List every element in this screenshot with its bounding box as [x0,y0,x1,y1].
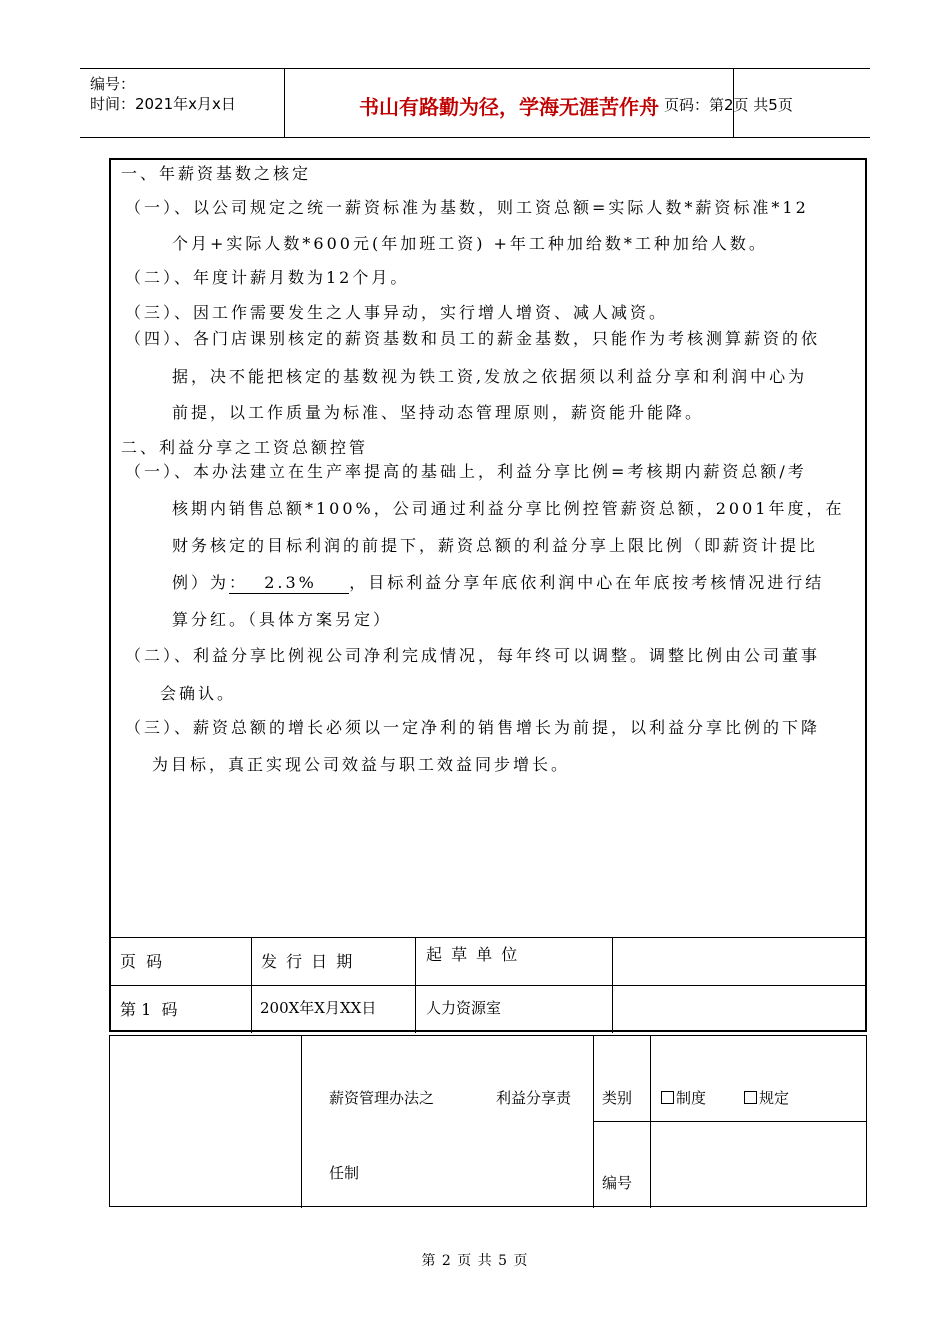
motto: 书山有路勤为径，学海无涯苦作舟 [359,95,659,119]
s1-p2: （二）、年度计薪月数为12个月。 [125,268,410,287]
checkbox-system[interactable] [661,1091,674,1104]
s2-p2-line1: （二）、利益分享比例视公司净利完成情况，每年终可以调整。调整比例由公司董事 [125,646,821,665]
doc-title-c: 任制 [329,1164,360,1182]
low-vline-3 [650,1036,651,1208]
header-page-label: 页码：第2页 共5页 [664,96,793,114]
page-footer: 第 2 页 共 5 页 [421,1253,529,1269]
number-label: 编号： [90,75,136,93]
low-vline-2 [593,1036,594,1208]
grid-vline-2 [415,937,416,1033]
option-system[interactable] [661,1087,706,1108]
s2-p1-line3: 财务核定的目标利润的前提下，薪资总额的利益分享上限比例（即薪资计提比 [172,536,819,555]
s2-p1-line4 [172,573,824,594]
s1-p1-line2: 个月+实际人数*600元(年加班工资) +年工种加给数*工种加给人数。 [172,234,768,253]
s2-p2-line2: 会确认。 [160,684,237,703]
option-rule-label: 规定 [759,1089,790,1107]
grid-line-top [109,937,867,938]
grid-header-dept: 起 草 单 位 [426,945,520,964]
s1-p4-line3: 前提，以工作质量为标准、坚持动态管理原则，薪资能升能降。 [172,403,705,422]
low-hline [593,1121,867,1122]
content-frame [109,158,867,1032]
s2-p3-line1: （三）、薪资总额的增长必须以一定净利的销售增长为前提，以利益分享比例的下降 [125,718,821,737]
option-system-label: 制度 [676,1089,707,1107]
s1-p3: （三）、因工作需要发生之人事异动，实行增人增资、减人减资。 [125,303,669,322]
grid-value-page: 第 1 码 [120,1000,178,1019]
grid-value-dept: 人力资源室 [426,999,502,1017]
grid-vline-1 [251,937,252,1033]
info-grid [109,937,867,1033]
s2-p3-line2: 为目标，真正实现公司效益与职工效益同步增长。 [152,755,571,774]
grid-header-page: 页 码 [120,952,163,971]
header-meta [80,69,284,137]
category-label: 类别 [602,1089,633,1107]
number-label-cell: 编号 [602,1174,633,1192]
section-1-title: 一、年薪资基数之核定 [121,164,312,183]
ratio-value: ： 2.3% [229,573,350,592]
checkbox-rule[interactable] [744,1091,757,1104]
s2-p1-line4-b: ，目标利益分享年底依利润中心在年底按考核情况进行结 [349,573,825,592]
s2-p1-line1: （一）、本办法建立在生产率提高的基础上，利益分享比例=考核期内薪资总额/考 [125,462,807,481]
s1-p4-line1: （四）、各门店课别核定的薪资基数和员工的薪金基数，只能作为考核测算薪资的依 [125,329,821,348]
grid-header-date: 发 行 日 期 [261,952,355,971]
doc-title-a: 薪资管理办法之 [329,1089,435,1107]
s1-p1-line1: （一）、以公司规定之统一薪资标准为基数，则工资总额=实际人数*薪资标准*12 [125,198,809,217]
grid-line-mid [109,985,867,986]
low-vline-1 [301,1036,302,1208]
grid-vline-3 [612,937,613,1033]
s2-p1-line5: 算分红。（具体方案另定） [172,610,393,629]
s2-p1-line4-a: 例）为 [172,573,230,592]
doc-title-b: 利益分享责 [496,1089,572,1107]
option-rule[interactable] [744,1087,789,1108]
s2-p1-line2: 核期内销售总额*100%，公司通过利益分享比例控管薪资总额，2001年度，在 [172,499,845,518]
grid-value-date: 200X年X月XX日 [260,999,377,1017]
time-label: 时间：2021年x月x日 [90,95,236,113]
section-2-title: 二、利益分享之工资总额控管 [121,438,369,457]
s1-p4-line2: 据，决不能把核定的基数视为铁工资,发放之依据须以利益分享和利润中心为 [172,367,808,386]
document-title-table [109,1035,867,1207]
